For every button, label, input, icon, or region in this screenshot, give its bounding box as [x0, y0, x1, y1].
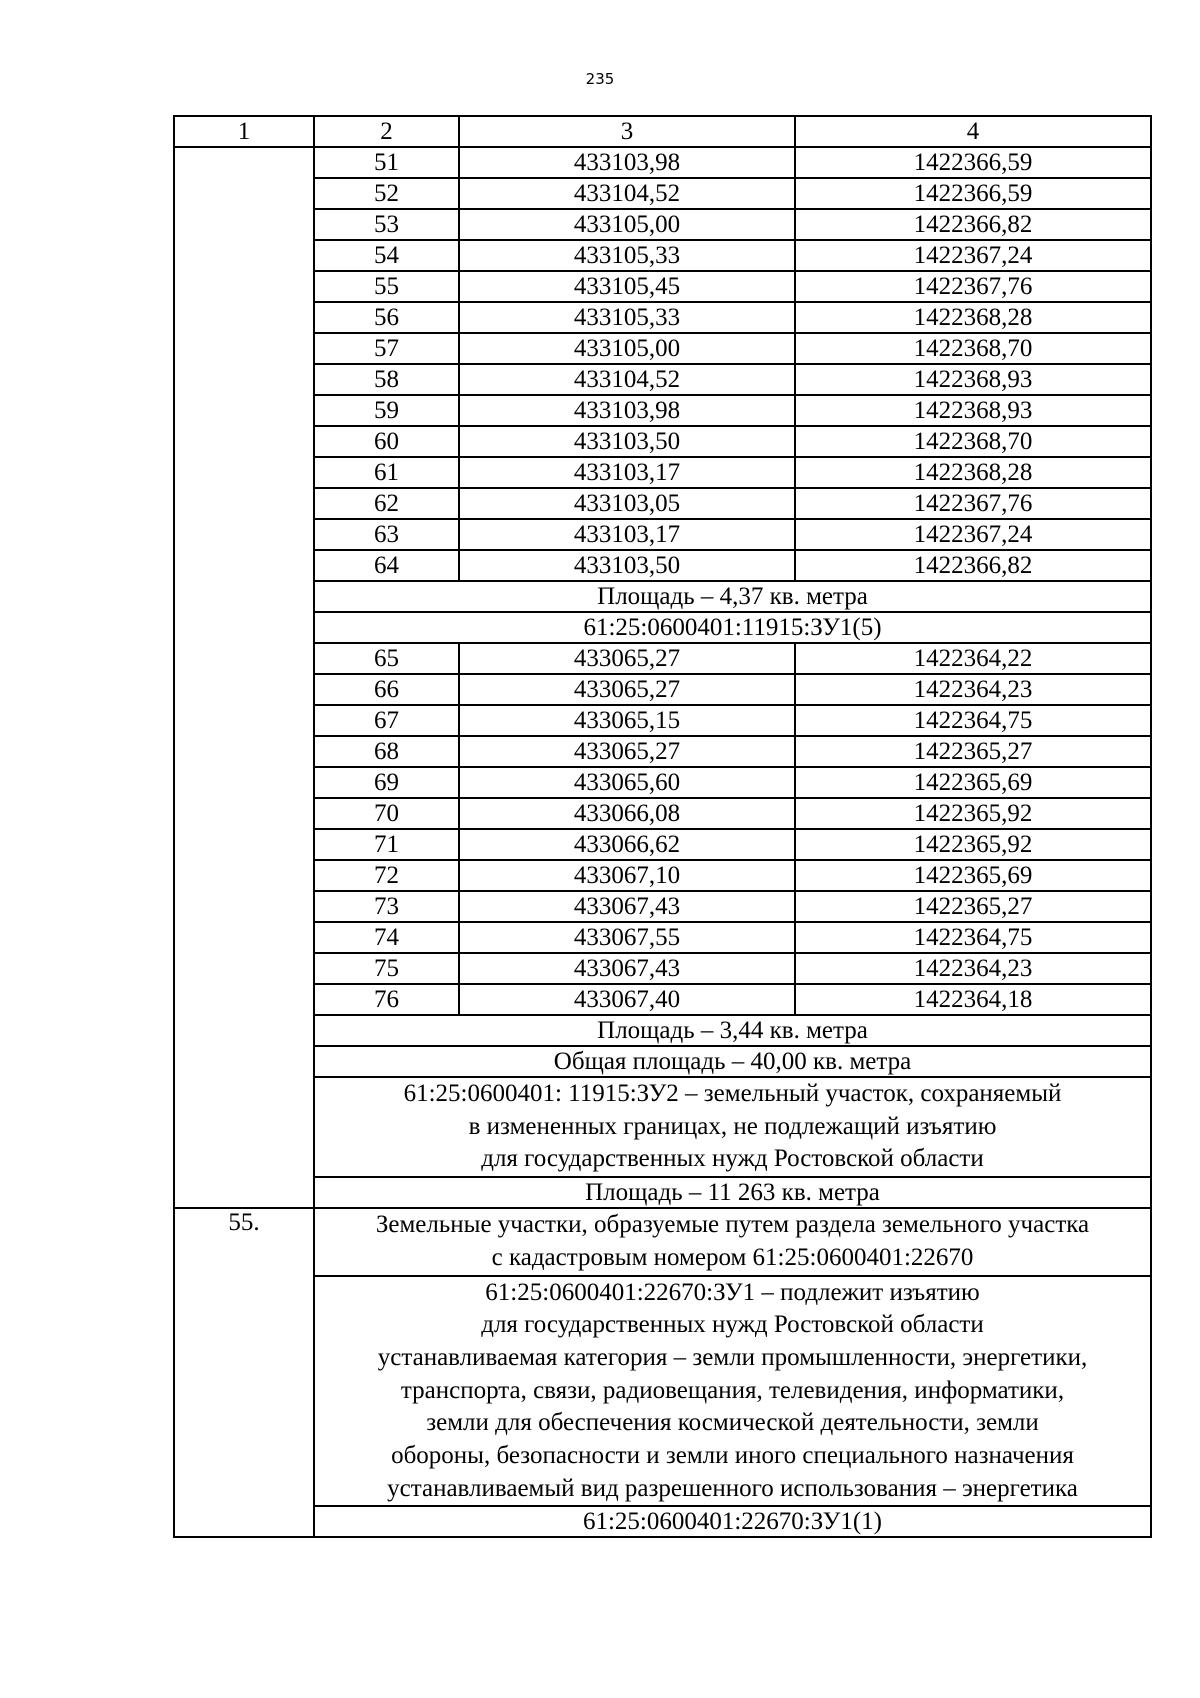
x-coordinate: 433103,17 [459, 457, 795, 488]
point-number: 74 [314, 922, 459, 953]
y-coordinate: 1422368,93 [795, 395, 1151, 426]
item-55-row [174, 1208, 1151, 1275]
x-coordinate: 433104,52 [459, 364, 795, 395]
y-coordinate: 1422364,23 [795, 674, 1151, 705]
table-row [174, 984, 1151, 1015]
area-row [174, 1015, 1151, 1046]
zu2-description-line: 61:25:0600401: 11915:ЗУ2 – земельный участок, сохраняемый [403, 1080, 1062, 1107]
x-coordinate: 433065,27 [459, 643, 795, 674]
y-coordinate: 1422364,18 [795, 984, 1151, 1015]
point-number: 62 [314, 488, 459, 519]
y-coordinate: 1422368,93 [795, 364, 1151, 395]
point-number: 60 [314, 426, 459, 457]
item-55-description-line: транспорта, связи, радиовещания, телевидения, информатики, [400, 1376, 1065, 1404]
point-number: 61 [314, 457, 459, 488]
x-coordinate: 433103,05 [459, 488, 795, 519]
y-coordinate: 1422365,27 [795, 891, 1151, 922]
point-number: 56 [314, 302, 459, 333]
x-coordinate: 433105,33 [459, 302, 795, 333]
y-coordinate: 1422366,82 [795, 209, 1151, 240]
y-coordinate: 1422365,92 [795, 798, 1151, 829]
x-coordinate: 433065,27 [459, 736, 795, 767]
parcel-row [174, 1506, 1151, 1537]
x-coordinate: 433103,98 [459, 395, 795, 426]
item-55-description-line: обороны, безопасности и земли иного специального назначения [391, 1442, 1074, 1470]
table-row [174, 147, 1151, 178]
total-area-text: Общая площадь – 40,00 кв. метра [314, 1046, 1151, 1077]
y-coordinate: 1422364,75 [795, 705, 1151, 736]
table-row [174, 364, 1151, 395]
point-number: 59 [314, 395, 459, 426]
point-number: 66 [314, 674, 459, 705]
table-row [174, 798, 1151, 829]
table-row [174, 333, 1151, 364]
column-header-4: 4 [795, 116, 1151, 147]
table-row [174, 240, 1151, 271]
x-coordinate: 433067,55 [459, 922, 795, 953]
table-row [174, 767, 1151, 798]
y-coordinate: 1422364,75 [795, 922, 1151, 953]
point-number: 73 [314, 891, 459, 922]
y-coordinate: 1422366,59 [795, 178, 1151, 209]
area-text: Площадь – 3,44 кв. метра [314, 1015, 1151, 1046]
table-row [174, 488, 1151, 519]
item-55-description-line: земли для обеспечения космической деятельности, земли [426, 1409, 1039, 1437]
total-area-row [174, 1046, 1151, 1077]
y-coordinate: 1422366,82 [795, 550, 1151, 581]
y-coordinate: 1422368,70 [795, 333, 1151, 364]
item-55-description-row [174, 1276, 1151, 1507]
y-coordinate: 1422365,69 [795, 860, 1151, 891]
y-coordinate: 1422367,76 [795, 271, 1151, 302]
table-row [174, 519, 1151, 550]
y-coordinate: 1422367,24 [795, 240, 1151, 271]
y-coordinate: 1422368,28 [795, 457, 1151, 488]
table-header-row [174, 116, 1151, 147]
y-coordinate: 1422367,24 [795, 519, 1151, 550]
area-row [174, 1177, 1151, 1208]
zu2-description-line: в измененных границах, не подлежащий изъятию [468, 1112, 997, 1140]
y-coordinate: 1422368,28 [795, 302, 1151, 333]
x-coordinate: 433066,62 [459, 829, 795, 860]
table-row [174, 643, 1151, 674]
table-row [174, 426, 1151, 457]
point-number: 64 [314, 550, 459, 581]
y-coordinate: 1422365,27 [795, 736, 1151, 767]
item-55-description-line: 61:25:0600401:22670:ЗУ1 – подлежит изъятию [485, 1278, 980, 1306]
table-row [174, 674, 1151, 705]
table-row [174, 550, 1151, 581]
item-55-description-line: для государственных нужд Ростовской области [481, 1311, 984, 1339]
x-coordinate: 433067,43 [459, 953, 795, 984]
column-header-2: 2 [314, 116, 459, 147]
item-55-description [314, 1276, 1151, 1507]
point-number: 76 [314, 984, 459, 1015]
point-number: 75 [314, 953, 459, 984]
x-coordinate: 433103,50 [459, 426, 795, 457]
point-number: 72 [314, 860, 459, 891]
zu2-description-row [174, 1077, 1151, 1177]
item-55-title-line: с кадастровым номером 61:25:0600401:22670 [491, 1243, 974, 1271]
zu2-description-line: для государственных нужд Ростовской области [481, 1145, 984, 1173]
y-coordinate: 1422367,76 [795, 488, 1151, 519]
item-55-description-line: устанавливаемая категория – земли промышленности, энергетики, [377, 1343, 1088, 1371]
parcel-row [174, 612, 1151, 643]
item-number: 55. [174, 1208, 314, 1537]
point-number: 58 [314, 364, 459, 395]
point-number: 52 [314, 178, 459, 209]
table-row [174, 705, 1151, 736]
point-number: 51 [314, 147, 459, 178]
y-coordinate: 1422365,69 [795, 767, 1151, 798]
page-number: 235 [585, 70, 615, 88]
column-header-1: 1 [174, 116, 314, 147]
point-number: 55 [314, 271, 459, 302]
coordinates-table [173, 115, 1152, 1538]
x-coordinate: 433104,52 [459, 178, 795, 209]
point-number: 63 [314, 519, 459, 550]
x-coordinate: 433105,45 [459, 271, 795, 302]
table-row [174, 953, 1151, 984]
x-coordinate: 433103,98 [459, 147, 795, 178]
point-number: 57 [314, 333, 459, 364]
column-header-3: 3 [459, 116, 795, 147]
table-row [174, 271, 1151, 302]
table-row [174, 178, 1151, 209]
area-row [174, 581, 1151, 612]
y-coordinate: 1422366,59 [795, 147, 1151, 178]
table-row [174, 395, 1151, 426]
table-row [174, 891, 1151, 922]
y-coordinate: 1422364,22 [795, 643, 1151, 674]
x-coordinate: 433067,40 [459, 984, 795, 1015]
x-coordinate: 433103,50 [459, 550, 795, 581]
table-row [174, 922, 1151, 953]
point-number: 53 [314, 209, 459, 240]
x-coordinate: 433066,08 [459, 798, 795, 829]
y-coordinate: 1422364,23 [795, 953, 1151, 984]
area-text: Площадь – 4,37 кв. метра [314, 581, 1151, 612]
item-55-title [314, 1208, 1151, 1275]
table-row [174, 457, 1151, 488]
x-coordinate: 433105,33 [459, 240, 795, 271]
x-coordinate: 433065,60 [459, 767, 795, 798]
item-number-cell [174, 147, 314, 1208]
point-number: 67 [314, 705, 459, 736]
table-row [174, 829, 1151, 860]
x-coordinate: 433067,43 [459, 891, 795, 922]
x-coordinate: 433103,17 [459, 519, 795, 550]
y-coordinate: 1422365,92 [795, 829, 1151, 860]
x-coordinate: 433065,15 [459, 705, 795, 736]
item-55-description-line: устанавливаемый вид разрешенного использования – энергетика [387, 1474, 1078, 1502]
zu2-description [314, 1077, 1151, 1177]
table-row [174, 860, 1151, 891]
parcel-number: 61:25:0600401:22670:ЗУ1(1) [314, 1506, 1151, 1537]
point-number: 68 [314, 736, 459, 767]
x-coordinate: 433065,27 [459, 674, 795, 705]
point-number: 70 [314, 798, 459, 829]
zu2-area-text: Площадь – 11 263 кв. метра [314, 1177, 1151, 1208]
point-number: 54 [314, 240, 459, 271]
table-row [174, 302, 1151, 333]
point-number: 71 [314, 829, 459, 860]
x-coordinate: 433067,10 [459, 860, 795, 891]
table-row [174, 209, 1151, 240]
point-number: 65 [314, 643, 459, 674]
parcel-number: 61:25:0600401:11915:ЗУ1(5) [314, 612, 1151, 643]
table-row [174, 736, 1151, 767]
y-coordinate: 1422368,70 [795, 426, 1151, 457]
item-55-title-line: Земельные участки, образуемые путем раздела земельного участка [375, 1211, 1090, 1239]
point-number: 69 [314, 767, 459, 798]
x-coordinate: 433105,00 [459, 209, 795, 240]
x-coordinate: 433105,00 [459, 333, 795, 364]
